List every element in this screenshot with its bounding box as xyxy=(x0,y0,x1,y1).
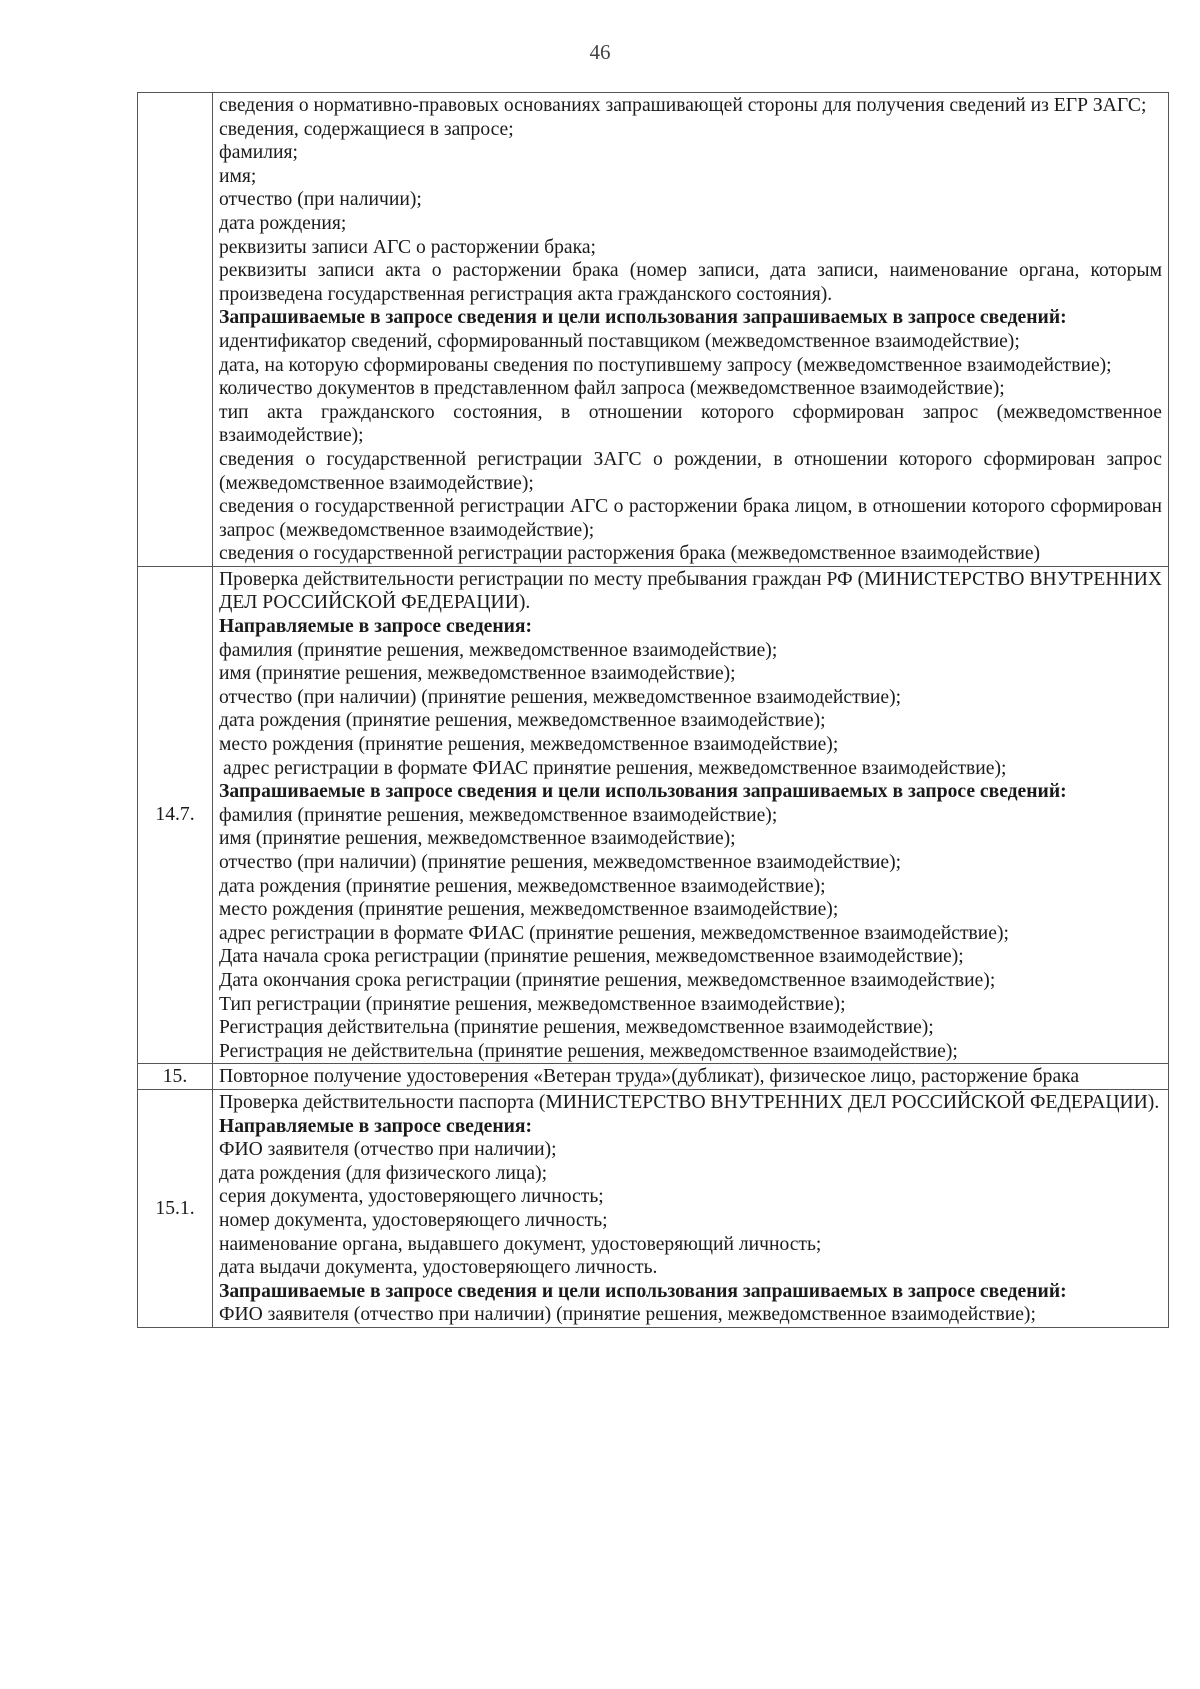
content-line: номер документа, удостоверяющего личность; xyxy=(219,1209,608,1231)
table-row xyxy=(138,1064,1169,1090)
content-line: Регистрация не действительна (принятие решения, межведомственное взаимодействие); xyxy=(219,1040,958,1062)
content-line: отчество (при наличии); xyxy=(219,189,422,211)
content-line: Проверка действительности паспорта (МИНИСТЕРСТВО ВНУТРЕННИХ ДЕЛ РОССИЙСКОЙ ФЕДЕРАЦИИ). xyxy=(219,1091,1160,1113)
content-line: адрес регистрации в формате ФИАС принятие решения, межведомственное взаимодействие); xyxy=(223,757,1007,779)
content-line: Регистрация действительна (принятие решения, межведомственное взаимодействие); xyxy=(219,1017,934,1039)
content-line: реквизиты записи акта о расторжении брака (номер записи, дата записи, наименование органа, которым произведена государственная регистрация акта гражданского состояния). xyxy=(219,260,1162,305)
content-line: сведения о государственной регистрации ЗАГС о рождении, в отношении которого сформирован запрос (межведомственное взаимодействие); xyxy=(219,448,1162,494)
section-heading: Запрашиваемые в запросе сведения и цели использования запрашиваемых в запросе сведений: xyxy=(219,781,1067,803)
content-line: фамилия (принятие решения, межведомственное взаимодействие); xyxy=(219,804,778,826)
row-content-cell xyxy=(213,1089,1169,1327)
content-line: имя (принятие решения, межведомственное взаимодействие); xyxy=(219,828,736,850)
content-line: место рождения (принятие решения, межведомственное взаимодействие); xyxy=(219,734,839,756)
content-line: сведения о нормативно-правовых основаниях запрашивающей стороны для получения сведений из ЕГР ЗАГС; xyxy=(219,95,1147,116)
content-line: имя; xyxy=(219,165,257,187)
content-line: Дата начала срока регистрации (принятие решения, межведомственное взаимодействие); xyxy=(219,946,964,968)
section-heading: Запрашиваемые в запросе сведения и цели использования запрашиваемых в запросе сведений: xyxy=(219,307,1067,329)
table-row xyxy=(138,1089,1169,1327)
section-heading: Направляемые в запросе сведения: xyxy=(219,616,533,638)
content-line: фамилия; xyxy=(219,142,298,164)
content-line: имя (принятие решения, межведомственное взаимодействие); xyxy=(219,663,736,685)
content-line: идентификатор сведений, сформированный поставщиком (межведомственное взаимодействие); xyxy=(219,330,1020,352)
content-line: фамилия (принятие решения, межведомственное взаимодействие); xyxy=(219,639,778,661)
content-line: Тип регистрации (принятие решения, межведомственное взаимодействие); xyxy=(219,993,846,1015)
table-row xyxy=(138,93,1169,567)
content-line: дата рождения; xyxy=(219,212,347,234)
content-line: серия документа, удостоверяющего личность; xyxy=(219,1186,604,1208)
content-line: наименование органа, выдавшего документ, удостоверяющий личность; xyxy=(219,1233,822,1255)
row-number-cell: 14.7. xyxy=(138,566,213,1063)
row-content-cell xyxy=(213,93,1169,567)
content-line: Дата окончания срока регистрации (принятие решения, межведомственное взаимодействие); xyxy=(219,969,996,991)
content-line: сведения о государственной регистрации АГС о расторжении брака лицом, в отношении которого сформирован запрос (межведомственное взаимодействие); xyxy=(219,496,1162,541)
content-line: Проверка действительности регистрации по месту пребывания граждан РФ (МИНИСТЕРСТВО ВНУТРЕННИХ ДЕЛ РОССИЙСКОЙ ФЕДЕРАЦИИ). xyxy=(219,568,1162,614)
content-line: ФИО заявителя (отчество при наличии); xyxy=(219,1139,557,1161)
content-line: количество документов в представленном файл запроса (межведомственное взаимодействие); xyxy=(219,378,1005,400)
content-line: дата рождения (принятие решения, межведомственное взаимодействие); xyxy=(219,710,826,732)
content-line: реквизиты записи АГС о расторжении брака; xyxy=(219,236,596,258)
content-line: отчество (при наличии) (принятие решения, межведомственное взаимодействие); xyxy=(219,852,902,873)
content-line: ФИО заявителя (отчество при наличии) (принятие решения, межведомственное взаимодействие); xyxy=(219,1304,1036,1326)
content-line: место рождения (принятие решения, межведомственное взаимодействие); xyxy=(219,899,839,921)
content-line: отчество (при наличии) (принятие решения, межведомственное взаимодействие); xyxy=(219,686,902,708)
section-heading: Направляемые в запросе сведения: xyxy=(219,1115,533,1137)
content-line: адрес регистрации в формате ФИАС (принятие решения, межведомственное взаимодействие); xyxy=(219,922,1009,944)
row-number-cell xyxy=(138,93,213,567)
page-number: 46 xyxy=(589,40,611,64)
requirements-table xyxy=(137,92,1169,1328)
content-line: дата рождения (принятие решения, межведомственное взаимодействие); xyxy=(219,875,826,897)
row-content-cell xyxy=(213,566,1169,1063)
row-number-cell: 15.1. xyxy=(138,1089,213,1327)
row-content-cell xyxy=(213,1064,1169,1090)
content-line: дата рождения (для физического лица); xyxy=(219,1162,548,1184)
content-line: дата, на которую сформированы сведения по поступившему запросу (межведомственное взаимодействие); xyxy=(219,354,1112,376)
content-line: тип акта гражданского состояния, в отношении которого сформирован запрос (межведомственное взаимодействие); xyxy=(219,401,1162,447)
table-row xyxy=(138,566,1169,1063)
section-heading: Запрашиваемые в запросе сведения и цели использования запрашиваемых в запросе сведений: xyxy=(219,1280,1067,1302)
content-line: сведения о государственной регистрации расторжения брака (межведомственное взаимодействие) xyxy=(219,543,1041,565)
content-line: дата выдачи документа, удостоверяющего личность. xyxy=(219,1257,658,1279)
content-line: Повторное получение удостоверения «Ветеран труда»(дубликат), физическое лицо, расторжение брака xyxy=(219,1066,1080,1088)
content-line: сведения, содержащиеся в запросе; xyxy=(219,118,514,140)
row-number-cell: 15. xyxy=(138,1064,213,1090)
table-body xyxy=(138,93,1169,1328)
